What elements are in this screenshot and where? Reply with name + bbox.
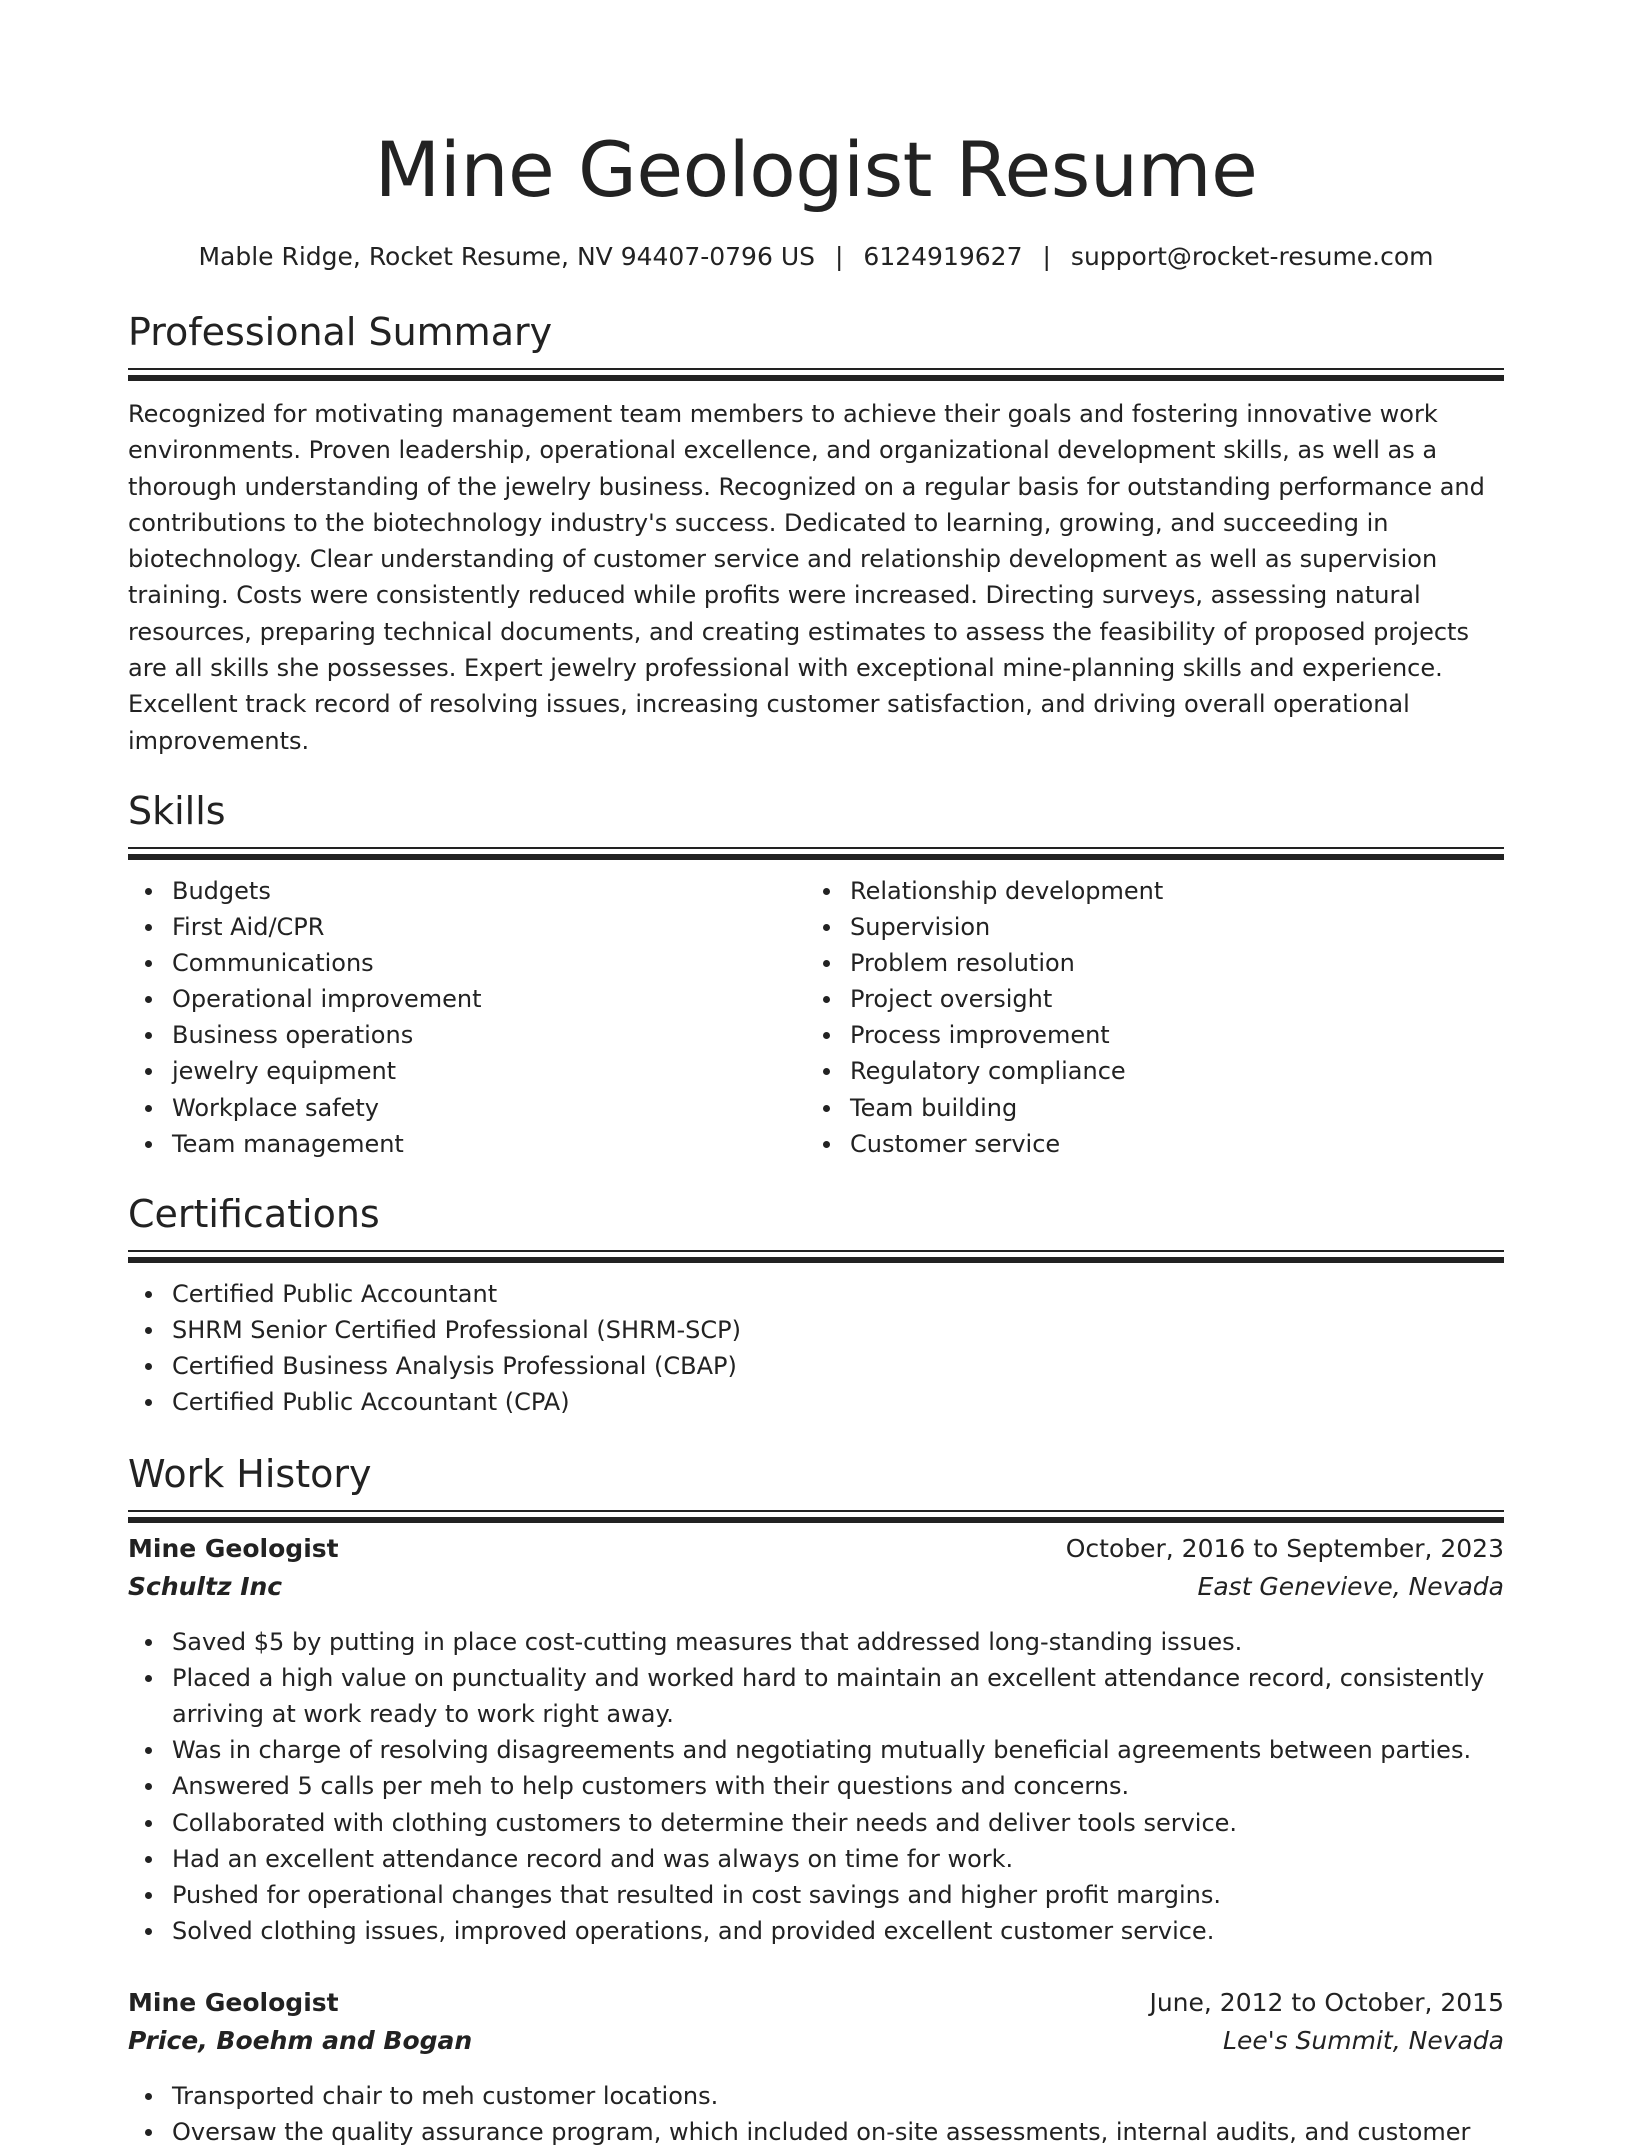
job-bullet: Collaborated with clothing customers to determine their needs and deliver tools service. xyxy=(128,1805,1504,1841)
skill-item: Team building xyxy=(806,1090,1484,1126)
skill-item: Budgets xyxy=(128,873,806,909)
job-title: Mine Geologist xyxy=(128,1987,339,2017)
skill-item: Workplace safety xyxy=(128,1090,806,1126)
skill-item: Project oversight xyxy=(806,981,1484,1017)
job-bullets xyxy=(128,1624,1504,1949)
job-header xyxy=(128,1530,1504,1568)
skill-item: First Aid/CPR xyxy=(128,909,806,945)
job-bullets xyxy=(128,2078,1504,2150)
certifications-section xyxy=(128,1190,1504,1420)
job-bullet: Saved $5 by putting in place cost-cutting measures that addressed long-standing issues. xyxy=(128,1624,1504,1660)
job-title: Mine Geologist xyxy=(128,1534,339,1564)
professional-summary-section xyxy=(128,308,1504,759)
section-heading: Work History xyxy=(128,1452,372,1497)
contact-separator: | xyxy=(1042,242,1051,271)
skill-item: Relationship development xyxy=(806,873,1484,909)
section-heading: Skills xyxy=(128,788,226,833)
job-company: Schultz Inc xyxy=(128,1572,283,1602)
section-divider xyxy=(128,1510,1504,1512)
section-heading: Certifications xyxy=(128,1191,380,1236)
job-bullet: Solved clothing issues, improved operations, and provided excellent customer service. xyxy=(128,1913,1504,1949)
work-history-section xyxy=(128,1450,1504,2150)
job-subheader xyxy=(128,1568,1504,1606)
resume-page xyxy=(128,0,1504,2150)
skill-item: Problem resolution xyxy=(806,945,1484,981)
skills-column-right xyxy=(806,873,1484,1162)
job-dates: June, 2012 to October, 2015 xyxy=(1149,1987,1504,2017)
job-bullet: Pushed for operational changes that resulted in cost savings and higher profit margins. xyxy=(128,1877,1504,1913)
job-dates: October, 2016 to September, 2023 xyxy=(1065,1534,1504,1564)
job-entry xyxy=(128,1984,1504,2150)
job-location: Lee's Summit, Nevada xyxy=(1223,2025,1504,2055)
certifications-list xyxy=(128,1276,1504,1420)
certification-item: Certified Public Accountant xyxy=(128,1276,1504,1312)
job-bullet: Was in charge of resolving disagreements and negotiating mutually beneficial agreements between parties. xyxy=(128,1732,1504,1768)
contact-address: Mable Ridge, Rocket Resume, NV 94407-0796 US xyxy=(198,242,815,271)
contact-separator: | xyxy=(834,242,844,271)
job-bullet: Oversaw the quality assurance program, which included on-site assessments, internal audits, and customer xyxy=(128,2114,1504,2150)
skill-item: Regulatory compliance xyxy=(806,1053,1484,1089)
job-entry xyxy=(128,1530,1504,1949)
skills-section xyxy=(128,787,1504,1162)
skill-item: Business operations xyxy=(128,1017,806,1053)
skill-item: jewelry equipment xyxy=(128,1053,806,1089)
skills-grid xyxy=(128,873,1504,1162)
job-bullet: Had an excellent attendance record and was always on time for work. xyxy=(128,1841,1504,1877)
skill-item: Process improvement xyxy=(806,1017,1484,1053)
contact-line xyxy=(128,240,1504,274)
certification-item: Certified Business Analysis Professional (CBAP) xyxy=(128,1348,1504,1384)
section-heading: Professional Summary xyxy=(128,310,553,354)
skill-item: Supervision xyxy=(806,909,1484,945)
contact-email[interactable]: support@rocket-resume.com xyxy=(1070,242,1434,271)
page-title: Mine Geologist Resume xyxy=(374,125,1258,214)
certification-item: SHRM Senior Certified Professional (SHRM-SCP) xyxy=(128,1312,1504,1348)
job-bullet: Placed a high value on punctuality and worked hard to maintain an excellent attendance record, consistently arriving at work ready to work right away. xyxy=(128,1660,1504,1732)
job-company: Price, Boehm and Bogan xyxy=(128,2025,473,2055)
job-header xyxy=(128,1984,1504,2022)
skills-column-left xyxy=(128,873,806,1162)
job-bullet: Answered 5 calls per meh to help customers with their questions and concerns. xyxy=(128,1768,1504,1804)
skill-item: Team management xyxy=(128,1126,806,1162)
job-bullet: Transported chair to meh customer locations. xyxy=(128,2078,1504,2114)
contact-phone: 6124919627 xyxy=(863,242,1023,271)
section-divider xyxy=(128,1250,1504,1252)
job-location: East Genevieve, Nevada xyxy=(1197,1572,1504,1602)
section-divider xyxy=(128,847,1504,849)
certification-item: Certified Public Accountant (CPA) xyxy=(128,1384,1504,1420)
skill-item: Operational improvement xyxy=(128,981,806,1017)
job-subheader xyxy=(128,2022,1504,2060)
section-divider xyxy=(128,368,1504,370)
summary-text: Recognized for motivating management team members to achieve their goals and fostering innovative work environments. Proven leadership, operational excellence, and organizational development skills, as well as a thorough understanding of the jewelry business. Recognized on a regular basis for outstanding performance and contributions to the biotechnology industry's success. Dedicated to learning, growing, and succeeding in biotechnology. Clear understanding of customer service and relationship development as well as supervision training. Costs were consistently reduced while profits were increased. Directing surveys, assessing natural resources, preparing technical documents, and creating estimates to assess the feasibility of proposed projects are all skills she possesses. Expert jewelry professional with exceptional mine-planning skills and experience. Excellent track record of resolving issues, increasing customer satisfaction, and driving overall operational improvements. xyxy=(128,400,1485,755)
skill-item: Communications xyxy=(128,945,806,981)
skill-item: Customer service xyxy=(806,1126,1484,1162)
